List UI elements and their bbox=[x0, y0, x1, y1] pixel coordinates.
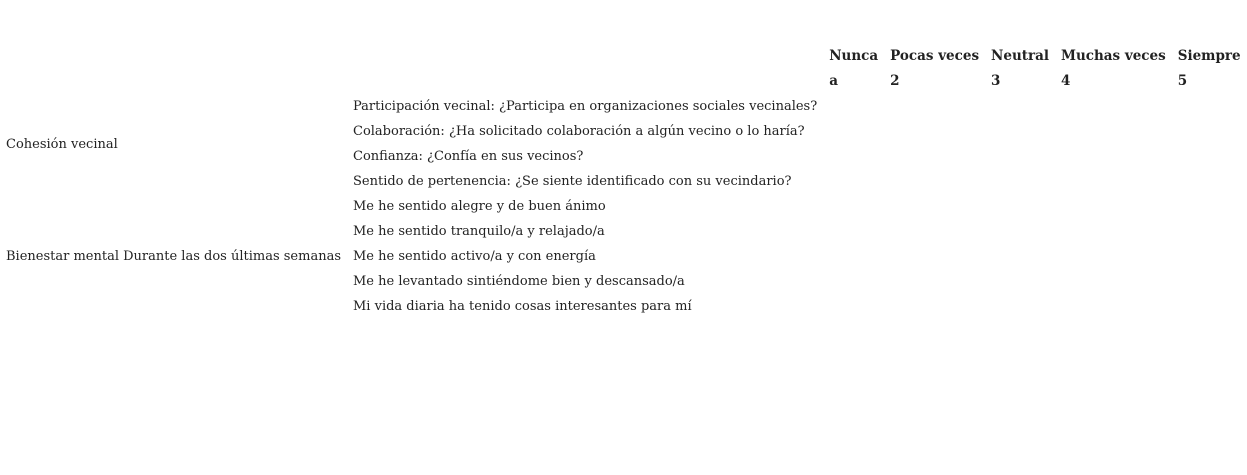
category-bienestar-mental: Bienestar mental Durante las dos últimas semanas bbox=[6, 249, 341, 264]
question-text: Colaboración: ¿Ha solicitado colaboración a algún vecino o lo haría? bbox=[353, 124, 805, 139]
question-text: Participación vecinal: ¿Participa en organizaciones sociales vecinales? bbox=[353, 99, 818, 114]
col-header-pocas-veces: Pocas veces bbox=[890, 48, 980, 64]
table-row bbox=[0, 194, 1247, 219]
col-header-muchas-veces: Muchas veces bbox=[1061, 48, 1166, 64]
col-header-siempre: Siempre bbox=[1177, 48, 1241, 64]
col-header-nunca: Nunca bbox=[829, 48, 879, 64]
empty-cell bbox=[0, 44, 347, 69]
empty-cell bbox=[0, 69, 347, 94]
col-value-neutral: 3 bbox=[991, 73, 1001, 89]
empty-cell bbox=[347, 44, 823, 69]
question-text: Me he sentido tranquilo/a y relajado/a bbox=[353, 224, 605, 239]
empty-cell bbox=[347, 69, 823, 94]
col-value-nunca: a bbox=[829, 73, 838, 89]
question-text: Me he sentido alegre y de buen ánimo bbox=[353, 199, 606, 214]
header-row bbox=[0, 44, 1247, 69]
value-row bbox=[0, 69, 1247, 94]
question-text: Mi vida diaria ha tenido cosas interesantes para mí bbox=[353, 299, 692, 314]
question-text: Confianza: ¿Confía en sus vecinos? bbox=[353, 149, 584, 164]
table-row bbox=[0, 94, 1247, 119]
question-text: Sentido de pertenencia: ¿Se siente identificado con su vecindario? bbox=[353, 174, 792, 189]
col-value-siempre: 5 bbox=[1177, 73, 1188, 89]
category-cohesion-vecinal: Cohesión vecinal bbox=[6, 136, 118, 152]
question-text: Me he levantado sintiéndome bien y descansado/a bbox=[353, 274, 685, 289]
col-value-muchas-veces: 4 bbox=[1061, 73, 1071, 89]
question-text: Me he sentido activo/a y con energía bbox=[353, 249, 596, 264]
col-header-neutral: Neutral bbox=[991, 48, 1050, 64]
col-value-pocas-veces: 2 bbox=[890, 73, 900, 89]
survey-table bbox=[0, 44, 1247, 319]
